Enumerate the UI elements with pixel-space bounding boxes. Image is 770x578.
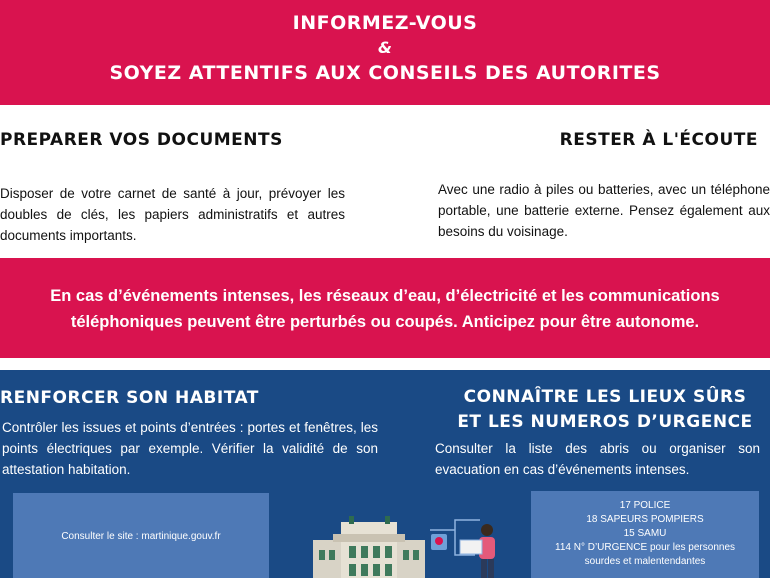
preparation-section — [0, 105, 770, 258]
emergency-114-detail: sourdes et malentendantes — [584, 556, 706, 567]
warning-banner — [0, 258, 770, 358]
banner-title-ampersand: & — [378, 38, 392, 57]
lieux-text: Consulter la liste des abris ou organiser son evacuation en cas d’événements intenses. — [435, 441, 760, 477]
habitat-heading: RENFORCER SON HABITAT — [0, 388, 259, 408]
emergency-samu: 15 SAMU — [623, 528, 667, 539]
lieux-heading — [440, 385, 770, 435]
banner-title-line1: INFORMEZ-VOUS — [292, 12, 478, 34]
lieux-heading-line1: CONNAÎTRE LES LIEUX SÛRS — [463, 387, 747, 407]
emergency-numbers-box — [531, 491, 759, 578]
city-building-illustration — [305, 510, 505, 578]
top-banner — [0, 0, 770, 105]
website-box — [13, 493, 269, 578]
banner-title-line3: SOYEZ ATTENTIFS AUX CONSEILS DES AUTORITES — [109, 62, 661, 84]
habitat-section — [0, 370, 770, 578]
website-link[interactable]: Consulter le site : martinique.gouv.fr — [61, 531, 221, 542]
divider — [0, 358, 770, 370]
emergency-114: 114 N° D’URGENCE pour les personnes — [555, 542, 735, 553]
lieux-heading-line2: ET LES NUMEROS D’URGENCE — [457, 412, 753, 432]
documents-heading: PREPARER VOS DOCUMENTS — [0, 130, 283, 150]
ecoute-heading: RESTER À L'ÉCOUTE — [559, 130, 758, 150]
emergency-police: 17 POLICE — [619, 500, 671, 511]
ecoute-text: Avec une radio à piles ou batteries, avec un téléphone portable, une batterie externe. Pensez également aux besoins du voisinage. — [438, 182, 770, 239]
habitat-text: Contrôler les issues et points d’entrées : portes et fenêtres, les points électriques par exemple. Vérifier la validité de son attestation habitation. — [2, 420, 378, 477]
documents-text: Disposer de votre carnet de santé à jour, prévoyer les doubles de clés, les papiers administratifs et autres documents importants. — [0, 186, 345, 243]
warning-text: En cas d’événements intenses, les réseaux d’eau, d’électricité et les communications téléphoniques peuvent être perturbés ou coupés. Anticipez pour être autonome. — [50, 287, 720, 331]
emergency-pompiers: 18 SAPEURS POMPIERS — [586, 514, 704, 525]
